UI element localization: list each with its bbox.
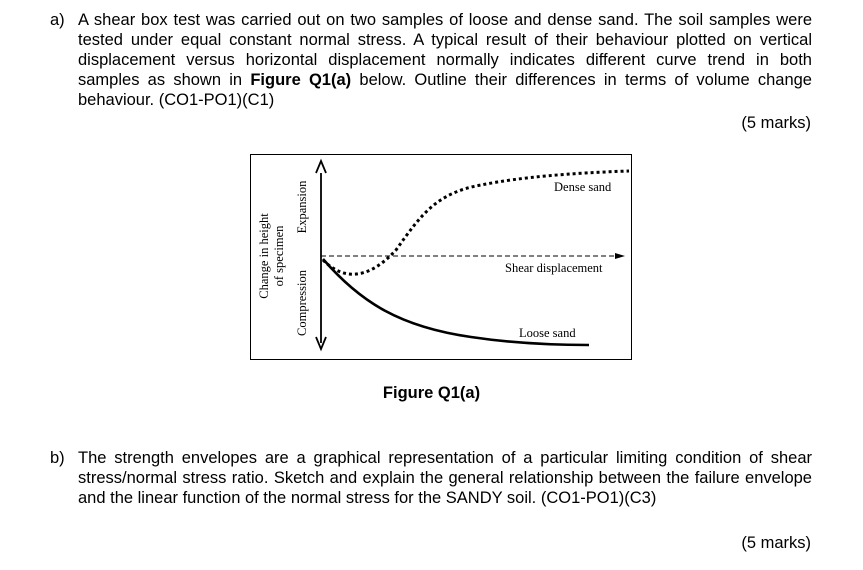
horizontal-axis	[321, 253, 625, 259]
question-a-text: A shear box test was carried out on two samples of loose and dense sand. The soil samples were tested under equal constant normal stress. A typical result of their behaviour plotted on vertical displacement versus horizontal displacement normally indicates different curve trend in both samples as shown in Figure Q1(a) below. Outline their differences in terms of volume change behaviour. (CO1-PO1)(C1)	[78, 11, 812, 109]
figure-diagram	[251, 155, 633, 361]
question-a	[50, 10, 812, 110]
question-b-label: b)	[50, 449, 65, 467]
question-b-marks: (5 marks)	[741, 534, 811, 552]
loose-sand-label: Loose sand	[519, 326, 576, 340]
question-a-marks: (5 marks)	[741, 114, 811, 132]
vertical-axis	[316, 161, 326, 349]
dense-sand-label: Dense sand	[554, 180, 612, 194]
question-a-label: a)	[50, 11, 65, 29]
question-b-text: The strength envelopes are a graphical representation of a particular limiting condition of shear stress/normal stress ratio. Sketch and explain the general relationship between the failure envelope and the linear function of the normal stress for the SANDY soil. (CO1-PO1)(C3)	[78, 449, 812, 507]
question-b	[50, 448, 812, 508]
y-title-line2: of specimen	[272, 225, 286, 287]
expansion-label: Expansion	[295, 180, 309, 234]
figure-reference: Figure Q1(a)	[250, 71, 352, 89]
shear-displacement-label: Shear displacement	[505, 261, 603, 275]
y-title-line1: Change in height	[257, 213, 271, 299]
figure-caption: Figure Q1(a)	[382, 384, 481, 402]
compression-label: Compression	[295, 270, 309, 336]
figure-q1a	[250, 154, 632, 360]
